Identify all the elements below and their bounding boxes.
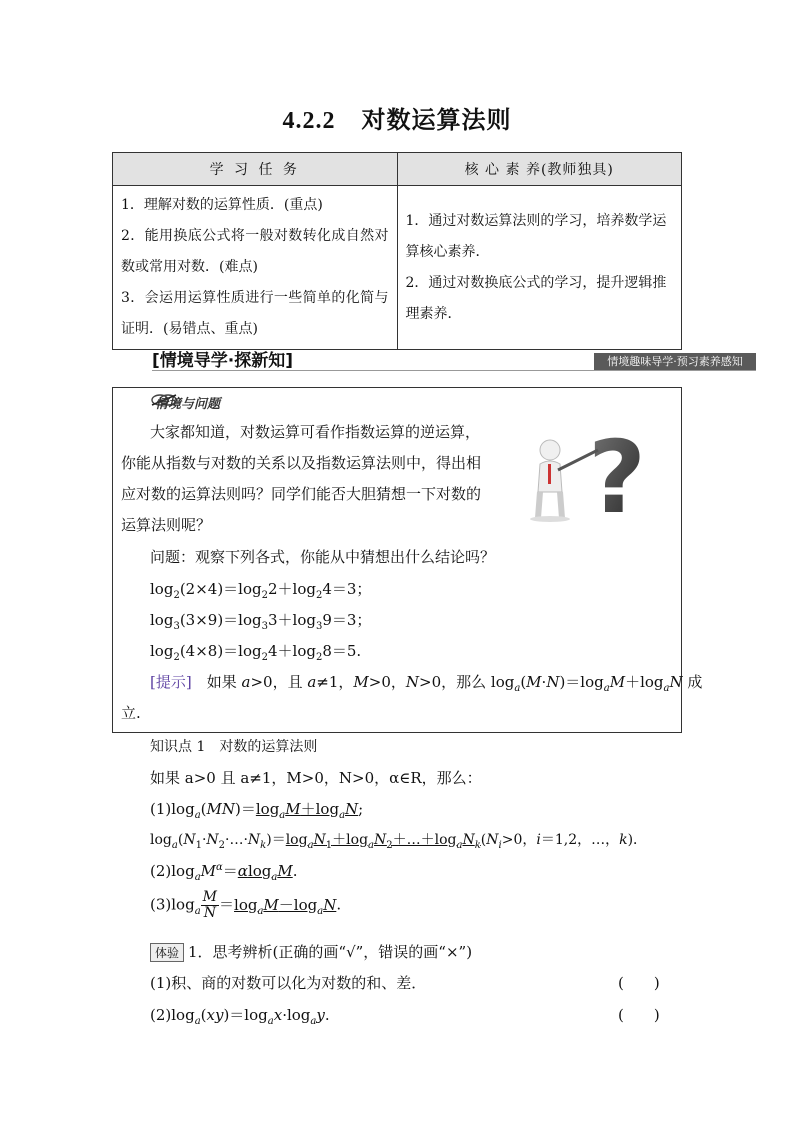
question-text: 问题：观察下列各式，你能从中猜想出什么结论吗？ [150,548,496,566]
answer-blank: ( ) [618,1006,660,1024]
scenario-text: 大家都知道，对数运算可看作指数运算的逆运算， [150,423,481,441]
rule-product-general: $\log_a(N_1\cdot N_2\cdot\dots\cdot N_k)=\log_aN_1+\log_aN_2+\dots+\log_aN_k(N_i>0$，i＝1,2，…，k)． [150,832,648,851]
hint-label: [提示] [150,673,192,691]
scenario-text: 你能从指数与对数的关系以及指数运算法则中，得出相 [121,454,482,472]
svg-text:?: ? [588,420,647,522]
title-text: 对数运算法则 [361,106,512,134]
task-item: 3．会运用运算性质进行一些简单的化简与证明．(易错点、重点) [121,290,389,337]
task-header-right: 核 心 素 养(教师独具) [397,153,682,186]
judge-item: $(2)\log_a(xy)=\log_ax\cdot\log_ay$. [150,1006,330,1027]
task-header-left: 学 习 任 务 [113,153,398,186]
rule-product: $(1)\log_a(MN)=\log_aM+\log_aN$; [150,800,364,821]
section-divider [152,370,756,371]
task-table [112,152,682,350]
math-line: $\log_2(2\times 4)=\log_22+\log_24=3$； [150,580,372,601]
page-title [0,100,794,135]
task-item: 2．能用换底公式将一般对数转化成自然对数或常用对数．(难点) [121,228,389,275]
title-number: 4.2.2 [282,108,336,134]
box-heading: 情境与问题 [155,397,221,412]
literacy-item: 2．通过对数换底公式的学习，提升逻辑推理素养． [405,274,667,322]
math-line: $\log_2(4\times 8)=\log_24+\log_28=5$. [150,642,362,663]
task-left-cell [113,186,398,350]
judge-item: (1)积、商的对数可以化为对数的和、差． [150,974,427,992]
rule-quotient: $(3)\log_a$ $\frac{M}{N}$ $=\log_aM-\log_aN$. [150,889,342,921]
task-item: 1．理解对数的运算性质．(重点) [121,197,323,213]
knowledge-condition: 如果 a>0 且 a≠1，M>0，N>0，α∈R，那么： [150,769,482,787]
knowledge-heading: 知识点 1 对数的运算法则 [150,739,318,755]
task-right-cell [397,186,682,350]
practice-question: 体验 1．思考辨析(正确的画“√”，错误的画“×”) [150,941,472,962]
section-title: [情境导学·探新知] [152,351,293,371]
scenario-text: 运算法则呢？ [121,516,212,534]
thinking-figure-question-mark-icon [528,420,648,522]
hint-tail: 立. [121,704,141,722]
hint-line: [提示] 如果 a>0，且 a≠1，M>0，N>0，那么 $\log_a(M\cdot N)=\log_aM+\log_aN$ 成 [150,673,703,694]
math-line: $\log_3(3\times 9)=\log_33+\log_39=3$； [150,611,372,632]
section-tag: 情境趣味导学·预习素养感知 [594,353,756,370]
rule-power: $(2)\log_aM^\alpha=\alpha\log_aM$. [150,862,298,883]
practice-badge: 体验 [150,943,184,962]
literacy-item: 1．通过对数运算法则的学习，培养数学运算核心素养． [405,212,667,260]
scenario-text: 应对数的运算法则吗？同学们能否大胆猜想一下对数的 [121,485,482,503]
answer-blank: ( ) [618,974,660,992]
